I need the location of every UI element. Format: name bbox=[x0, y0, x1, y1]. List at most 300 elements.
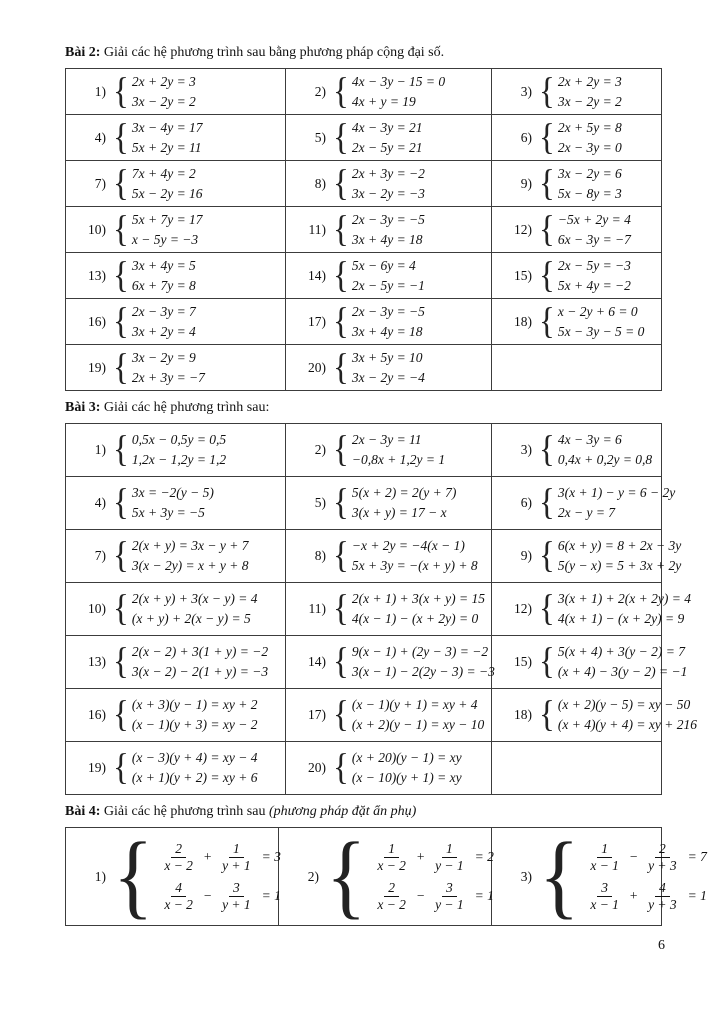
problem-number: 15) bbox=[514, 654, 532, 669]
equation-system: 15) { 2x − 5y = −3 5x + 4y = −2 bbox=[492, 256, 661, 296]
denominator: y + 3 bbox=[648, 857, 677, 873]
problem-number: 3) bbox=[520, 83, 532, 99]
fraction bbox=[373, 841, 410, 874]
equation-system: 3) { 4x − 3y = 6 0,4x + 0,2y = 0,8 bbox=[492, 430, 661, 470]
problem-cell bbox=[286, 424, 492, 477]
equation-system: 7) { 2(x + y) = 3x − y + 7 3(x − 2y) = x + y + 8 bbox=[66, 536, 285, 576]
bai2-header-text: Giải các hệ phương trình sau bằng phương pháp cộng đại số. bbox=[100, 45, 445, 60]
bai4-table bbox=[65, 823, 707, 929]
equation-line: −0,8x + 1,2y = 1 bbox=[351, 452, 446, 467]
equations bbox=[132, 695, 258, 735]
empty-cell bbox=[492, 742, 662, 795]
equation-line: 2x − 5y = −1 bbox=[351, 277, 425, 293]
equation-line: 3x + 4y = 5 bbox=[131, 257, 196, 273]
problem-cell bbox=[492, 636, 688, 689]
equation-line: 4x + y = 19 bbox=[351, 93, 416, 109]
equation-system: 2) { 2x − 3y = 11 −0,8x + 1,2y = 1 bbox=[286, 430, 491, 470]
equations bbox=[584, 838, 707, 916]
operator: − bbox=[415, 888, 426, 903]
table-row bbox=[66, 583, 662, 636]
problem-number: 9) bbox=[520, 175, 532, 191]
equation-system: 20) { 3x + 5y = 10 3x − 2y = −4 bbox=[286, 348, 491, 388]
equation-system: 14) { 5x − 6y = 4 2x − 5y = −1 bbox=[286, 256, 491, 296]
equation-line: 3(x − 2y) = x + y + 8 bbox=[131, 558, 249, 573]
problem-cell bbox=[66, 207, 286, 253]
numerator: 1 bbox=[229, 841, 244, 858]
equation-system: 19) { 3x − 2y = 9 2x + 3y = −7 bbox=[66, 348, 285, 388]
bai2-header bbox=[65, 44, 661, 62]
equation-system: 19) { (x − 3)(y + 4) = xy − 4 (x + 1)(y + 2) = xy + 6 bbox=[66, 748, 285, 788]
equation-line: 5x + 3y = −5 bbox=[131, 505, 205, 520]
numerator: 3 bbox=[442, 880, 457, 897]
equation-line: 4x − 3y = 21 bbox=[351, 119, 423, 135]
equation-line: 4(x + 1) − (x + 2y) = 9 bbox=[557, 611, 685, 626]
equation-system: 12) { 3(x + 1) + 2(x + 2y) = 4 4(x + 1) − (x + 2y) = 9 bbox=[492, 589, 661, 629]
problem-number: 8) bbox=[314, 175, 326, 191]
problem-cell bbox=[492, 823, 707, 929]
problem-cell bbox=[66, 299, 286, 345]
equations bbox=[132, 118, 203, 158]
bai3-header bbox=[65, 399, 661, 417]
problem-number: 16) bbox=[88, 707, 106, 722]
problem-number: 10) bbox=[88, 221, 106, 237]
equations bbox=[371, 838, 494, 916]
problem-number: 14) bbox=[308, 654, 326, 669]
fraction bbox=[218, 841, 255, 874]
equation-line: x − 5y = −3 bbox=[131, 231, 199, 247]
equation-line: (x + 1)(y + 2) = xy + 6 bbox=[131, 770, 258, 785]
equation-line: −x + 2y = −4(x − 1) bbox=[351, 538, 465, 553]
equation-line: 5x − 3y − 5 = 0 bbox=[557, 323, 645, 339]
equation-line: 5x + 2y = 11 bbox=[131, 139, 202, 155]
equations bbox=[132, 164, 203, 204]
problem-number: 7) bbox=[94, 548, 106, 563]
table-row bbox=[66, 689, 662, 742]
equations bbox=[558, 118, 622, 158]
equation-system: 4) { 3x = −2(y − 5) 5x + 3y = −5 bbox=[66, 483, 285, 523]
problem-cell bbox=[286, 636, 495, 689]
numerator: 1 bbox=[384, 841, 399, 858]
problem-cell bbox=[286, 207, 492, 253]
problem-cell bbox=[286, 69, 492, 115]
equations bbox=[352, 72, 445, 112]
problem-number: 6) bbox=[520, 495, 532, 510]
problem-number: 14) bbox=[308, 267, 326, 283]
equations bbox=[132, 748, 258, 788]
equation-line: 3x + 2y = 4 bbox=[131, 323, 196, 339]
problem-cell bbox=[286, 689, 492, 742]
equation-line: 4x − 3y = 6 bbox=[557, 432, 622, 447]
equation-system: 13) { 2(x − 2) + 3(1 + y) = −2 3(x − 2) − 2(1 + y) = −3 bbox=[66, 642, 285, 682]
problem-cell bbox=[66, 823, 281, 929]
equation-line: 3x − 2y = 9 bbox=[131, 349, 196, 365]
equation-rhs: = 1 bbox=[687, 888, 707, 903]
problem-number: 17) bbox=[308, 313, 326, 329]
denominator: x − 2 bbox=[164, 857, 193, 873]
equation-system: 18) { (x + 2)(y − 5) = xy − 50 (x + 4)(y + 4) = xy + 216 bbox=[492, 695, 661, 735]
equation-system: 9) { 6(x + y) = 8 + 2x − 3y 5(y − x) = 5 + 3x + 2y bbox=[492, 536, 661, 576]
equations bbox=[352, 748, 462, 788]
table-row bbox=[66, 345, 662, 391]
equation-line: 5x − 6y = 4 bbox=[351, 257, 416, 273]
equations bbox=[132, 642, 268, 682]
fraction bbox=[644, 841, 681, 874]
equations bbox=[558, 430, 652, 470]
equation-line: 3(x − 1) − 2(2y − 3) = −3 bbox=[351, 664, 495, 679]
equation-line: (x + 2)(y − 1) = xy − 10 bbox=[351, 717, 485, 732]
page-content bbox=[65, 44, 707, 929]
numerator: 4 bbox=[171, 880, 186, 897]
denominator: x − 2 bbox=[377, 857, 406, 873]
bai4-header-method: (phương pháp đặt ẩn phụ) bbox=[268, 804, 417, 819]
equation-system: 16) { 2x − 3y = 7 3x + 2y = 4 bbox=[66, 302, 285, 342]
problem-cell bbox=[286, 530, 492, 583]
equation-line: (x − 3)(y + 4) = xy − 4 bbox=[131, 750, 258, 765]
equation-system: 16) { (x + 3)(y − 1) = xy + 2 (x − 1)(y + 3) = xy − 2 bbox=[66, 695, 285, 735]
problem-cell bbox=[286, 583, 492, 636]
equations bbox=[352, 642, 495, 682]
problem-number: 13) bbox=[88, 267, 106, 283]
table-row bbox=[66, 424, 662, 477]
problem-cell bbox=[66, 253, 286, 299]
problem-number: 5) bbox=[314, 129, 326, 145]
table-row bbox=[66, 161, 662, 207]
equation-line: 2x + 2y = 3 bbox=[557, 73, 622, 89]
equation-system: 13) { 3x + 4y = 5 6x + 7y = 8 bbox=[66, 256, 285, 296]
table-row bbox=[66, 115, 662, 161]
equation-line: 5x + 4y = −2 bbox=[557, 277, 631, 293]
problem-cell bbox=[286, 742, 492, 795]
problem-number: 6) bbox=[520, 129, 532, 145]
problem-number: 17) bbox=[308, 707, 326, 722]
equations bbox=[132, 210, 203, 250]
numerator: 1 bbox=[442, 841, 457, 858]
equation-line: x − 2y + 6 = 0 bbox=[557, 303, 638, 319]
equation-system: 17) { 2x − 3y = −5 3x + 4y = 18 bbox=[286, 302, 491, 342]
equation-rhs: = 3 bbox=[261, 849, 281, 864]
table-row bbox=[66, 207, 662, 253]
equation-system: 18) { x − 2y + 6 = 0 5x − 3y − 5 = 0 bbox=[492, 302, 661, 342]
equation-line: 2x − y = 7 bbox=[557, 505, 616, 520]
equation-rhs: = 7 bbox=[687, 849, 707, 864]
denominator: y + 1 bbox=[222, 857, 251, 873]
problem-cell bbox=[492, 583, 691, 636]
denominator: x − 2 bbox=[377, 896, 406, 912]
problem-number: 4) bbox=[94, 495, 106, 510]
problem-number: 15) bbox=[514, 267, 532, 283]
equation-line: 3(x − 2) − 2(1 + y) = −3 bbox=[131, 664, 269, 679]
fraction bbox=[644, 880, 681, 913]
problem-number: 1) bbox=[94, 83, 106, 99]
problem-number: 9) bbox=[520, 548, 532, 563]
problem-number: 20) bbox=[308, 359, 326, 375]
equation-system: 5) { 5(x + 2) = 2(y + 7) 3(x + y) = 17 − x bbox=[286, 483, 491, 523]
equations bbox=[352, 118, 423, 158]
bai4-header bbox=[65, 803, 661, 821]
problem-cell bbox=[66, 477, 286, 530]
problem-cell bbox=[492, 161, 662, 207]
numerator: 4 bbox=[655, 880, 670, 897]
equations bbox=[132, 589, 258, 629]
equation-system: 3) { 2x + 2y = 3 3x − 2y = 2 bbox=[492, 72, 661, 112]
equation-line: 2x − 5y = −3 bbox=[557, 257, 631, 273]
table-row bbox=[66, 299, 662, 345]
equation-line: 2x + 3y = −2 bbox=[351, 165, 425, 181]
numerator: 2 bbox=[171, 841, 186, 858]
page-number: 6 bbox=[658, 938, 665, 953]
denominator: y + 1 bbox=[222, 896, 251, 912]
equation-system: 12) { −5x + 2y = 4 6x − 3y = −7 bbox=[492, 210, 661, 250]
table-row bbox=[66, 477, 662, 530]
operator: − bbox=[202, 888, 213, 903]
problem-number: 16) bbox=[88, 313, 106, 329]
problem-number: 8) bbox=[314, 548, 326, 563]
equation-line: 5(x + 2) = 2(y + 7) bbox=[351, 485, 457, 500]
problem-number: 13) bbox=[88, 654, 106, 669]
equation-system: 11) { 2(x + 1) + 3(x + y) = 15 4(x − 1) − (x + 2y) = 0 bbox=[286, 589, 491, 629]
problem-number: 10) bbox=[88, 601, 106, 616]
equations bbox=[352, 483, 457, 523]
equations bbox=[558, 536, 681, 576]
operator: + bbox=[202, 849, 213, 864]
fraction bbox=[586, 880, 623, 913]
problem-number: 1) bbox=[94, 868, 106, 884]
problem-number: 7) bbox=[94, 175, 106, 191]
fraction-equation bbox=[371, 841, 494, 874]
bai2-table bbox=[65, 68, 662, 391]
equation-line: 2(x + 1) + 3(x + y) = 15 bbox=[351, 591, 485, 606]
equations bbox=[352, 589, 485, 629]
table-row bbox=[66, 636, 662, 689]
equation-line: (x + 2)(y − 5) = xy − 50 bbox=[557, 697, 691, 712]
problem-number: 18) bbox=[514, 313, 532, 329]
equation-line: 2(x + y) = 3x − y + 7 bbox=[131, 538, 249, 553]
equation-line: 3x + 5y = 10 bbox=[351, 349, 423, 365]
equation-system: 3) { $\frac{1}{x - 1}$ − $\frac{2}{y + 3}$ = 7 $\frac{3}{x - 1}$ + $\frac{4}{y + 3}$ = 1 bbox=[492, 838, 661, 916]
denominator: y − 1 bbox=[435, 857, 464, 873]
equation-rhs: = 2 bbox=[474, 849, 494, 864]
operator: + bbox=[415, 849, 426, 864]
problem-cell bbox=[492, 530, 682, 583]
problem-cell bbox=[492, 424, 662, 477]
fraction bbox=[160, 841, 197, 874]
problem-cell bbox=[286, 299, 492, 345]
problem-number: 19) bbox=[88, 760, 106, 775]
bai2-header-label: Bài 2: bbox=[65, 45, 101, 60]
problem-cell bbox=[66, 583, 286, 636]
fraction bbox=[431, 841, 468, 874]
equation-line: 5x − 2y = 16 bbox=[131, 185, 203, 201]
equation-line: 0,5x − 0,5y = 0,5 bbox=[131, 432, 227, 447]
empty-cell bbox=[492, 345, 662, 391]
equation-line: 5x + 7y = 17 bbox=[131, 211, 203, 227]
equation-rhs: = 1 bbox=[261, 888, 281, 903]
equation-line: 3(x + 1) − y = 6 − 2y bbox=[557, 485, 676, 500]
equation-line: (x − 1)(y + 3) = xy − 2 bbox=[131, 717, 258, 732]
equations bbox=[558, 483, 675, 523]
equation-system: 5) { 4x − 3y = 21 2x − 5y = 21 bbox=[286, 118, 491, 158]
equations bbox=[558, 642, 688, 682]
problem-cell bbox=[66, 161, 286, 207]
equation-line: 2x − 3y = −5 bbox=[351, 303, 425, 319]
fraction-equation bbox=[158, 880, 281, 913]
problem-cell bbox=[66, 689, 286, 742]
equations bbox=[558, 72, 622, 112]
equations bbox=[132, 536, 249, 576]
equation-system: 10) { 5x + 7y = 17 x − 5y = −3 bbox=[66, 210, 285, 250]
equation-system: 1) { 0,5x − 0,5y = 0,5 1,2x − 1,2y = 1,2 bbox=[66, 430, 285, 470]
problem-cell bbox=[286, 115, 492, 161]
equations bbox=[352, 256, 425, 296]
equation-line: (x + y) + 2(x − y) = 5 bbox=[131, 611, 251, 626]
equation-line: (x + 20)(y − 1) = xy bbox=[351, 750, 462, 765]
equation-system: 6) { 2x + 5y = 8 2x − 3y = 0 bbox=[492, 118, 661, 158]
numerator: 3 bbox=[597, 880, 612, 897]
denominator: y + 3 bbox=[648, 896, 677, 912]
problem-cell bbox=[66, 636, 286, 689]
equation-line: 3x + 4y = 18 bbox=[351, 323, 423, 339]
equation-line: 6(x + y) = 8 + 2x − 3y bbox=[557, 538, 682, 553]
problem-cell bbox=[66, 742, 286, 795]
equation-line: 3x − 4y = 17 bbox=[131, 119, 203, 135]
table-row bbox=[66, 69, 662, 115]
problem-number: 4) bbox=[94, 129, 106, 145]
equations bbox=[558, 256, 631, 296]
bai4-header-text: Giải các hệ phương trình sau bbox=[100, 804, 269, 819]
problem-cell bbox=[66, 345, 286, 391]
equations bbox=[132, 348, 205, 388]
bai3-table bbox=[65, 423, 697, 795]
problem-number: 18) bbox=[514, 707, 532, 722]
equation-line: 3x = −2(y − 5) bbox=[131, 485, 214, 500]
problem-cell bbox=[492, 115, 662, 161]
table-row bbox=[66, 742, 662, 795]
equation-system: 6) { 3(x + 1) − y = 6 − 2y 2x − y = 7 bbox=[492, 483, 661, 523]
equation-line: 2x − 3y = 7 bbox=[131, 303, 196, 319]
equation-line: 2x − 3y = 0 bbox=[557, 139, 622, 155]
equation-line: 0,4x + 0,2y = 0,8 bbox=[557, 452, 653, 467]
problem-number: 1) bbox=[94, 442, 106, 457]
bai4-header-label: Bài 4: bbox=[65, 804, 101, 819]
equations bbox=[132, 302, 196, 342]
equation-line: 3x + 4y = 18 bbox=[351, 231, 423, 247]
equation-line: 5x + 3y = −(x + y) + 8 bbox=[351, 558, 478, 573]
problem-cell bbox=[286, 253, 492, 299]
bai3-header-text: Giải các hệ phương trình sau: bbox=[100, 400, 270, 415]
problem-number: 11) bbox=[308, 601, 326, 616]
problem-cell bbox=[492, 207, 662, 253]
equation-system: 11) { 2x − 3y = −5 3x + 4y = 18 bbox=[286, 210, 491, 250]
equation-line: 3(x + 1) + 2(x + 2y) = 4 bbox=[557, 591, 691, 606]
table-row bbox=[66, 253, 662, 299]
equations bbox=[132, 430, 226, 470]
equations bbox=[352, 210, 425, 250]
problem-cell bbox=[279, 823, 494, 929]
equation-line: (x − 1)(y + 1) = xy + 4 bbox=[351, 697, 478, 712]
numerator: 2 bbox=[384, 880, 399, 897]
problem-number: 11) bbox=[308, 221, 326, 237]
problem-number: 5) bbox=[314, 495, 326, 510]
problem-cell bbox=[492, 69, 662, 115]
equations bbox=[132, 72, 196, 112]
problem-cell bbox=[66, 69, 286, 115]
problem-number: 19) bbox=[88, 359, 106, 375]
equation-line: 7x + 4y = 2 bbox=[131, 165, 196, 181]
equation-system: 9) { 3x − 2y = 6 5x − 8y = 3 bbox=[492, 164, 661, 204]
equation-line: 2x + 3y = −7 bbox=[131, 369, 205, 385]
operator: + bbox=[628, 888, 639, 903]
equations bbox=[352, 302, 425, 342]
numerator: 1 bbox=[597, 841, 612, 858]
equations bbox=[132, 483, 214, 523]
problem-cell bbox=[66, 424, 286, 477]
equation-line: 5(x + 4) + 3(y − 2) = 7 bbox=[557, 644, 685, 659]
problem-number: 3) bbox=[520, 442, 532, 457]
fraction bbox=[160, 880, 197, 913]
fraction-equation bbox=[584, 880, 707, 913]
table-row bbox=[66, 530, 662, 583]
numerator: 3 bbox=[229, 880, 244, 897]
equation-system: 2) { 4x − 3y − 15 = 0 4x + y = 19 bbox=[286, 72, 491, 112]
problem-cell bbox=[492, 253, 662, 299]
problem-cell bbox=[66, 115, 286, 161]
fraction bbox=[373, 880, 410, 913]
numerator: 2 bbox=[655, 841, 670, 858]
equation-line: 3x − 2y = 2 bbox=[557, 93, 622, 109]
equation-system: 10) { 2(x + y) + 3(x − y) = 4 (x + y) + 2(x − y) = 5 bbox=[66, 589, 285, 629]
equation-line: (x + 3)(y − 1) = xy + 2 bbox=[131, 697, 258, 712]
equation-system: 15) { 5(x + 4) + 3(y − 2) = 7 (x + 4) − 3(y − 2) = −1 bbox=[492, 642, 661, 682]
equation-line: 6x + 7y = 8 bbox=[131, 277, 196, 293]
equations bbox=[132, 256, 196, 296]
denominator: x − 1 bbox=[590, 896, 619, 912]
equation-line: −5x + 2y = 4 bbox=[557, 211, 631, 227]
equations bbox=[352, 164, 425, 204]
equation-system: 8) { −x + 2y = −4(x − 1) 5x + 3y = −(x + y) + 8 bbox=[286, 536, 491, 576]
equation-system: 1) { $\frac{2}{x - 2}$ + $\frac{1}{y + 1}$ = 3 $\frac{4}{x - 2}$ − $\frac{3}{y + 1}$ = 1 bbox=[66, 838, 278, 916]
equation-line: 2x − 3y = 11 bbox=[351, 432, 422, 447]
equation-system: 1) { 2x + 2y = 3 3x − 2y = 2 bbox=[66, 72, 285, 112]
equation-system: 17) { (x − 1)(y + 1) = xy + 4 (x + 2)(y − 1) = xy − 10 bbox=[286, 695, 491, 735]
equation-line: 2x + 5y = 8 bbox=[557, 119, 622, 135]
equation-line: 5x − 8y = 3 bbox=[557, 185, 622, 201]
problem-cell bbox=[286, 161, 492, 207]
fraction-equation bbox=[371, 880, 494, 913]
equations bbox=[558, 695, 697, 735]
denominator: x − 1 bbox=[590, 857, 619, 873]
problem-cell bbox=[492, 689, 697, 742]
equation-system: 14) { 9(x − 1) + (2y − 3) = −2 3(x − 1) − 2(2y − 3) = −3 bbox=[286, 642, 491, 682]
equations bbox=[352, 348, 425, 388]
equation-line: (x + 4)(y + 4) = xy + 216 bbox=[557, 717, 697, 732]
equations bbox=[558, 302, 645, 342]
equation-line: 2x − 5y = 21 bbox=[351, 139, 423, 155]
equation-line: 9(x − 1) + (2y − 3) = −2 bbox=[351, 644, 489, 659]
fraction bbox=[586, 841, 623, 874]
equation-line: 2(x − 2) + 3(1 + y) = −2 bbox=[131, 644, 269, 659]
equation-line: 3x − 2y = −4 bbox=[351, 369, 425, 385]
fraction bbox=[431, 880, 468, 913]
equation-line: 4(x − 1) − (x + 2y) = 0 bbox=[351, 611, 479, 626]
equation-system: 20) { (x + 20)(y − 1) = xy (x − 10)(y + 1) = xy bbox=[286, 748, 491, 788]
equations bbox=[158, 838, 281, 916]
fraction-equation bbox=[158, 841, 281, 874]
equation-line: 5(y − x) = 5 + 3x + 2y bbox=[557, 558, 682, 573]
problem-cell bbox=[286, 345, 492, 391]
problem-cell bbox=[492, 299, 662, 345]
bai3-header-label: Bài 3: bbox=[65, 400, 101, 415]
problem-cell bbox=[286, 477, 492, 530]
